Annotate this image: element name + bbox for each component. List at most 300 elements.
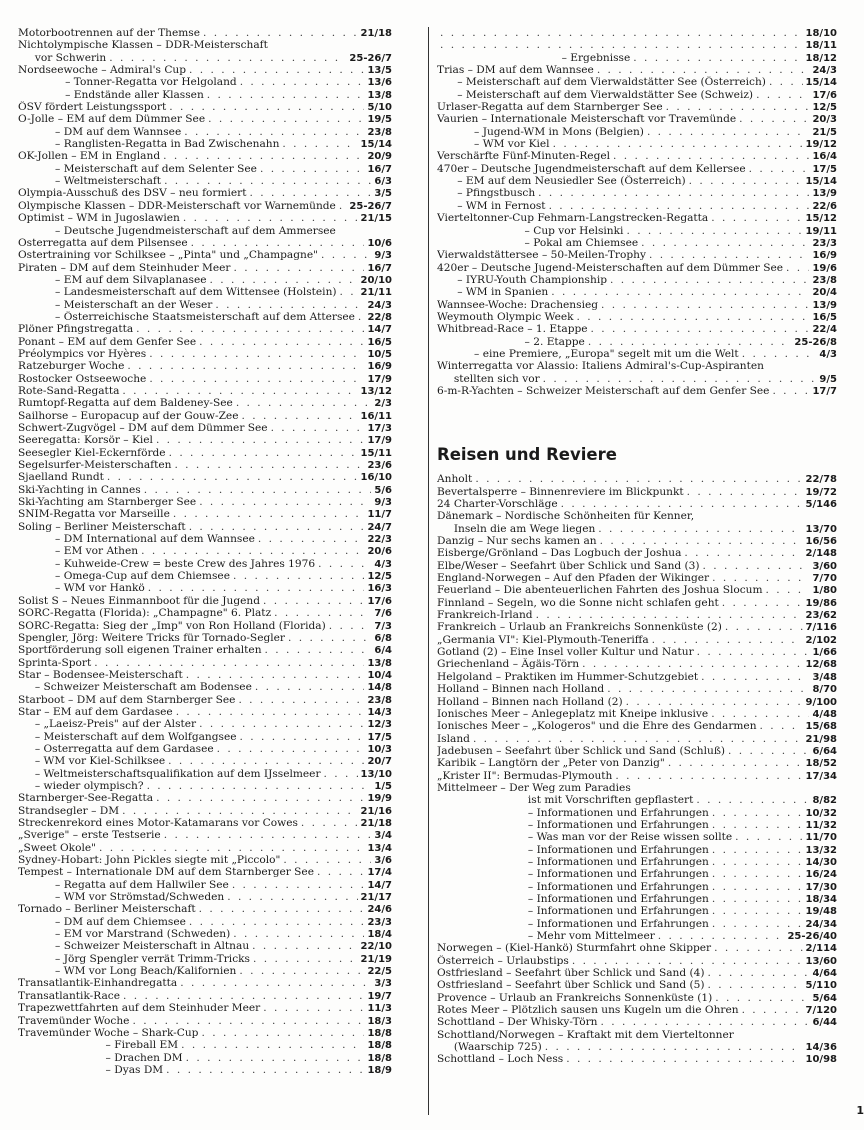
- entry-reference: 18/3: [367, 1015, 392, 1027]
- entry-title: Tornado – Berliner Meisterschaft: [18, 903, 196, 916]
- leader-dots: [180, 977, 371, 989]
- index-entry: [437, 348, 837, 360]
- leader-dots: [538, 187, 809, 199]
- entry-reference: 19/11: [805, 225, 837, 237]
- entry-title: Sportförderung soll eigenen Trainer erhalten: [18, 644, 262, 657]
- entry-reference: 17/6: [812, 89, 837, 101]
- leader-dots: [572, 955, 803, 967]
- entry-title: – Informationen und Erfahrungen: [437, 855, 709, 868]
- entry-reference: 13/12: [360, 385, 392, 397]
- entry-reference: 17/9: [367, 435, 392, 447]
- entry-title: „Germania VI": Kiel-Plymouth-Teneriffa: [437, 633, 649, 646]
- leader-dots: [147, 780, 372, 792]
- index-entry: [18, 200, 392, 212]
- leader-dots: [712, 905, 803, 917]
- index-entry: [18, 360, 392, 372]
- entry-reference: 5/10: [367, 102, 392, 114]
- index-entry: [437, 770, 837, 782]
- entry-reference: 13/5: [367, 65, 392, 77]
- entry-title: – WM vor Hankö: [18, 582, 145, 595]
- index-entry: [18, 879, 392, 891]
- entry-title: Piraten – DM auf dem Steinhuder Meer: [18, 261, 231, 274]
- entry-title: Ski-Yachting am Starnberger See: [18, 496, 197, 509]
- entry-reference: 5/146: [805, 499, 837, 510]
- entry-title: – Omega-Cup auf dem Chiemsee: [18, 570, 230, 583]
- entry-title: Wannsee-Woche: Drachensieg: [437, 298, 599, 311]
- leader-dots: [163, 150, 364, 162]
- entry-title: Bevertalsperre – Binnenreviere im Blickpunkt: [437, 485, 684, 498]
- entry-title: – Informationen und Erfahrungen: [437, 818, 709, 831]
- index-entry: [18, 348, 392, 360]
- index-entry: [18, 632, 392, 644]
- index-entry: [437, 101, 837, 113]
- entry-reference: 17/4: [367, 867, 392, 879]
- entry-reference: 3/5: [374, 188, 392, 200]
- leader-dots: [475, 473, 802, 485]
- leader-dots: [274, 607, 371, 619]
- entry-title: Vierwaldstättersee – 50-Meilen-Trophy: [437, 249, 646, 262]
- entry-title: – Tonner-Regatta vor Helgoland: [18, 76, 237, 89]
- leader-dots: [176, 706, 365, 718]
- leader-dots: [99, 842, 364, 854]
- leader-dots: [358, 311, 365, 323]
- leader-dots: [722, 597, 803, 609]
- index-entry: [437, 831, 837, 843]
- column-divider: [428, 27, 429, 1115]
- index-entry: [18, 496, 392, 508]
- index-entry: [437, 658, 837, 670]
- entry-reference: 11/32: [805, 819, 837, 831]
- index-entry: [18, 681, 392, 693]
- leader-dots: [652, 634, 803, 646]
- entry-title: 470er – Deutsche Jugendmeisterschaft auf dem Kellersee: [437, 162, 746, 175]
- leader-dots: [615, 770, 802, 782]
- index-entry: [437, 597, 837, 609]
- leader-dots: [697, 646, 810, 658]
- entry-title: Transatlantik-Race: [18, 989, 121, 1002]
- entry-title: Karibik – Langtörn der „Peter von Danzig": [437, 757, 665, 770]
- index-entry: [437, 523, 837, 535]
- index-entry: [18, 755, 392, 767]
- index-entry: [18, 385, 392, 397]
- leader-dots: [601, 299, 809, 311]
- section-heading: Reisen und Reviere: [437, 445, 617, 465]
- index-entry: [18, 1027, 392, 1039]
- entry-title: – 2. Etappe: [437, 335, 585, 348]
- leader-dots: [340, 286, 358, 298]
- index-entry: [437, 819, 837, 831]
- entry-title: – Pfingstbusch: [437, 187, 536, 200]
- index-entry: [18, 990, 392, 1002]
- index-entry: [18, 373, 392, 385]
- leader-dots: [318, 558, 371, 570]
- entry-reference: 7/6: [374, 608, 392, 620]
- entry-reference: 17/3: [367, 423, 392, 434]
- index-entry: [437, 187, 837, 199]
- index-entry: [437, 979, 837, 991]
- entry-reference: 24/6: [367, 904, 392, 916]
- index-entry: [18, 768, 392, 780]
- entry-reference: 25-26/8: [794, 336, 837, 348]
- entry-title: – Osterregatta auf dem Gardasee: [18, 742, 214, 755]
- entry-title: Osterregatta auf dem Pilsensee: [18, 236, 188, 249]
- leader-dots: [591, 323, 810, 335]
- entry-title: Ionisches Meer – Anlegeplatz mit Kneipe inklusive: [437, 707, 709, 720]
- entry-reference: 21/16: [360, 805, 392, 817]
- index-entry: [18, 1002, 392, 1014]
- index-entry: [437, 27, 837, 39]
- index-entry: [437, 967, 837, 979]
- entry-reference: 21/98: [805, 733, 837, 745]
- entry-title: – WM in Spanien: [437, 286, 549, 299]
- entry-reference: 18/8: [367, 1027, 392, 1039]
- leader-dots: [339, 200, 347, 212]
- index-entry: [437, 323, 837, 335]
- leader-dots: [233, 570, 365, 582]
- entry-reference: 13/9: [812, 188, 837, 200]
- entry-title: – Meisterschaft auf dem Wolfgangsee: [18, 730, 237, 743]
- leader-dots: [582, 658, 802, 670]
- leader-dots: [324, 768, 358, 780]
- entry-reference: 24/7: [367, 521, 392, 533]
- leader-dots: [189, 916, 365, 928]
- entry-title: – EM auf dem Neusiedler See (Österreich): [437, 175, 686, 188]
- entry-reference: 23/8: [812, 274, 837, 286]
- entry-reference: 13/8: [367, 657, 392, 669]
- entry-title: – Jugend-WM in Mons (Belgien): [437, 125, 644, 138]
- leader-dots: [164, 829, 372, 841]
- leader-dots: [712, 893, 803, 905]
- entry-reference: 9/5: [819, 373, 837, 385]
- entry-title: Inseln die am Wege liegen: [437, 522, 596, 535]
- leader-dots: [240, 76, 365, 88]
- index-entry: [437, 942, 837, 954]
- entry-reference: 3/3: [374, 978, 392, 990]
- leader-dots: [207, 89, 365, 101]
- index-entry: [18, 434, 392, 446]
- leader-dots: [597, 64, 810, 76]
- index-entry: [18, 52, 392, 64]
- leader-dots: [109, 52, 346, 64]
- index-entry: [437, 39, 837, 51]
- leader-dots: [173, 508, 365, 520]
- entry-title: Ratzeburger Woche: [18, 360, 125, 373]
- index-entry: [18, 780, 392, 792]
- entry-reference: 19/6: [812, 262, 837, 274]
- entry-title: Strandsegler – DM: [18, 804, 120, 817]
- entry-title: Sydney-Hobart: John Pickles siegte mit „Piccolo": [18, 854, 281, 867]
- leader-dots: [712, 572, 809, 584]
- entry-reference: 12/5: [367, 571, 392, 583]
- index-entry: [437, 510, 837, 522]
- leader-dots: [712, 856, 803, 868]
- leader-dots: [749, 163, 810, 175]
- entry-title: ÖSV fördert Leistungssport: [18, 101, 167, 114]
- leader-dots: [714, 942, 802, 954]
- leader-dots: [703, 560, 810, 572]
- entry-title: O-Jolle – EM auf dem Dümmer See: [18, 113, 206, 126]
- leader-dots: [689, 175, 803, 187]
- entry-reference: 15/11: [360, 447, 392, 459]
- entry-title: Verschärfte Fünf-Minuten-Regel: [437, 150, 611, 163]
- leader-dots: [253, 953, 358, 965]
- index-entry: [437, 547, 837, 559]
- index-entry: [18, 274, 392, 286]
- index-entry: [18, 607, 392, 619]
- entry-title: – EM vor Athen: [18, 545, 139, 558]
- entry-title: SORC-Regatta (Florida): „Champagne" 6. Platz: [18, 607, 272, 620]
- index-entry: [437, 336, 837, 348]
- index-entry: [18, 163, 392, 175]
- index-entry: [437, 262, 837, 274]
- index-entry: [437, 225, 837, 237]
- index-entry: [437, 237, 837, 249]
- index-entry: [18, 422, 392, 434]
- entry-reference: 18/52: [805, 758, 837, 770]
- index-entry: [18, 336, 392, 348]
- entry-reference: 16/7: [367, 262, 392, 274]
- index-entry: [18, 891, 392, 903]
- index-entry: [18, 805, 392, 817]
- entry-reference: 16/11: [360, 410, 392, 422]
- entry-reference: 12/5: [812, 102, 837, 114]
- entry-reference: 16/9: [367, 361, 392, 373]
- entry-reference: 7/3: [374, 620, 392, 632]
- leader-dots: [132, 1015, 364, 1027]
- entry-reference: 19/5: [367, 114, 392, 126]
- entry-reference: 2/114: [805, 943, 837, 955]
- entry-title: – WM vor Kiel-Schilksee: [18, 755, 166, 768]
- entry-reference: 3/4: [374, 830, 392, 842]
- index-entry: [437, 794, 837, 806]
- entry-title: Norwegen – (Kiel-Hankö) Sturmfahrt ohne Skipper: [437, 942, 712, 955]
- index-entry: [18, 113, 392, 125]
- entry-reference: 10/3: [367, 743, 392, 755]
- entry-reference: 21/17: [360, 892, 392, 904]
- entry-title: Schwert-Zugvögel – DM auf dem Dümmer See: [18, 422, 268, 434]
- entry-reference: 13/4: [367, 842, 392, 854]
- leader-dots: [122, 805, 357, 817]
- leader-dots: [666, 101, 810, 113]
- leader-dots: [233, 928, 364, 940]
- leader-dots: [715, 992, 809, 1004]
- leader-dots: [208, 113, 364, 125]
- index-entry: [18, 669, 392, 681]
- entry-title: Seeregatta: Korsör – Kiel: [18, 434, 153, 447]
- index-entry: [437, 299, 837, 311]
- index-entry: [18, 175, 392, 187]
- entry-title: „Sweet Okole": [18, 841, 96, 854]
- leader-dots: [217, 743, 365, 755]
- entry-reference: 16/56: [805, 536, 837, 548]
- leader-dots: [241, 410, 357, 422]
- index-entry: [437, 572, 837, 584]
- entry-reference: 22/8: [367, 311, 392, 323]
- entry-reference: 20/3: [812, 114, 837, 126]
- entry-reference: 10/4: [367, 669, 392, 681]
- leader-dots: [588, 336, 792, 348]
- index-entry: [437, 360, 837, 372]
- entry-reference: 19/86: [805, 597, 837, 609]
- index-entry: [437, 905, 837, 917]
- entry-title: Dänemark – Nordische Schönheiten für Kenner,: [437, 510, 695, 523]
- index-entry: [18, 249, 392, 261]
- entry-title: – Informationen und Erfahrungen: [437, 893, 709, 905]
- entry-title: – Weltmeisterschaft: [18, 175, 162, 188]
- leader-dots: [258, 533, 365, 545]
- entry-title: (Waarschip 725): [437, 1041, 542, 1054]
- leader-dots: [613, 150, 809, 162]
- leader-dots: [711, 708, 809, 720]
- entry-reference: 24/34: [805, 918, 837, 930]
- entry-reference: 20/10: [360, 274, 392, 286]
- index-entry: [18, 150, 392, 162]
- leader-dots: [649, 249, 810, 261]
- leader-dots: [164, 175, 371, 187]
- entry-reference: 16/5: [812, 311, 837, 323]
- leader-dots: [711, 212, 802, 224]
- entry-reference: 13/10: [360, 768, 392, 780]
- index-entry: [437, 373, 837, 385]
- entry-title: vor Schwerin: [18, 51, 107, 64]
- entry-reference: 10/32: [805, 807, 837, 819]
- leader-dots: [742, 1004, 803, 1016]
- entry-reference: 1/80: [812, 585, 837, 597]
- index-entry: [437, 1041, 837, 1053]
- entry-reference: 4/48: [812, 708, 837, 720]
- entry-title: Motorbootrennen auf der Themse: [18, 27, 200, 39]
- entry-title: „Krister II": Bermudas-Plymouth: [437, 769, 613, 782]
- entry-title: – Informationen und Erfahrungen: [437, 880, 709, 893]
- entry-reference: 14/3: [367, 706, 392, 718]
- entry-reference: 5/110: [805, 980, 837, 992]
- entry-reference: 16/5: [367, 336, 392, 348]
- leader-dots: [601, 1016, 810, 1028]
- index-column-right: [437, 27, 837, 1066]
- entry-reference: 20/4: [812, 287, 837, 299]
- leader-dots: [708, 979, 803, 991]
- index-entry: [18, 694, 392, 706]
- entry-reference: 22/3: [367, 534, 392, 546]
- leader-dots: [183, 212, 358, 224]
- leader-dots: [136, 323, 364, 335]
- entry-title: Vaurien – Internationale Meisterschaft vor Travemünde: [437, 113, 737, 126]
- entry-reference: 20/7: [367, 756, 392, 768]
- leader-dots: [107, 471, 358, 483]
- entry-title: Feuerland – Die abenteuerlichen Fahrten des Joshua Slocum: [437, 584, 763, 597]
- index-entry: [437, 868, 837, 880]
- entry-reference: 23/3: [812, 237, 837, 249]
- entry-reference: 14/8: [367, 682, 392, 694]
- leader-dots: [169, 101, 364, 113]
- entry-reference: 13/70: [805, 523, 837, 535]
- entry-title: – EM vor Marstrand (Schweden): [18, 928, 231, 941]
- leader-dots: [684, 547, 802, 559]
- leader-dots: [566, 1053, 802, 1065]
- index-entry: [18, 582, 392, 594]
- index-entry: [437, 286, 837, 298]
- index-entry: [437, 249, 837, 261]
- leader-dots: [199, 718, 364, 730]
- entry-reference: 16/24: [805, 869, 837, 881]
- leader-dots: [536, 609, 803, 621]
- entry-reference: 18/9: [367, 1064, 392, 1076]
- index-entry: [18, 76, 392, 88]
- entry-reference: 24/3: [367, 299, 392, 311]
- entry-title: Starnberger-See-Regatta: [18, 792, 154, 805]
- index-entry: [18, 225, 392, 237]
- entry-reference: 24/3: [812, 65, 837, 77]
- entry-reference: 18/4: [367, 929, 392, 941]
- entry-reference: 3/60: [812, 560, 837, 572]
- entry-title: Sprinta-Sport: [18, 656, 92, 669]
- index-entry: [18, 570, 392, 582]
- index-entry: [18, 237, 392, 249]
- index-entry: [18, 410, 392, 422]
- index-entry: [437, 881, 837, 893]
- index-entry: [437, 212, 837, 224]
- entry-title: Schottland – Der Whisky-Törn: [437, 1016, 598, 1029]
- entry-reference: 9/3: [374, 250, 392, 262]
- entry-title: – Informationen und Erfahrungen: [437, 868, 709, 881]
- entry-title: Ski-Yachting in Cannes: [18, 483, 141, 496]
- entry-title: – Schweizer Meisterschaft am Bodensee: [18, 681, 252, 694]
- entry-title: – DM auf dem Wannsee: [18, 125, 182, 138]
- index-entry: [437, 138, 837, 150]
- entry-title: Schottland/Norwegen – Kraftakt mit dem Vierteltonner: [437, 1028, 734, 1041]
- entry-title: – Meisterschaft auf dem Vierwaldstätter See (Österreich): [437, 76, 766, 89]
- entry-title: Island: [437, 732, 470, 745]
- index-entry: [18, 940, 392, 952]
- entry-title: Ostfriesland – Seefahrt über Schlick und Sand (4): [437, 967, 705, 980]
- entry-reference: 13/60: [805, 955, 837, 967]
- leader-dots: [769, 76, 803, 88]
- entry-reference: 12/3: [367, 719, 392, 731]
- leader-dots: [577, 311, 810, 323]
- entry-title: – Meisterschaft an der Weser: [18, 298, 213, 311]
- entry-title: Rotes Meer – Plötzlich sausen uns Kugeln um die Ohren: [437, 1004, 739, 1017]
- leader-dots: [742, 348, 817, 360]
- index-entry: [18, 817, 392, 829]
- entry-title: – Informationen und Erfahrungen: [437, 806, 709, 819]
- index-entry: [18, 1039, 392, 1051]
- index-entry: [437, 609, 837, 621]
- entry-title: Trias – DM auf dem Wannsee: [437, 64, 594, 77]
- entry-title: Danzig – Nur sechs kamen an: [437, 535, 597, 548]
- index-entry: [437, 708, 837, 720]
- leader-dots: [600, 535, 803, 547]
- leader-dots: [658, 930, 785, 942]
- leader-dots: [739, 113, 809, 125]
- leader-dots: [236, 397, 372, 409]
- entry-reference: 25-26/40: [787, 931, 837, 943]
- index-entry: [18, 718, 392, 730]
- entry-title: Trapezwettfahrten auf dem Steinhuder Meer: [18, 1002, 261, 1015]
- index-entry: [437, 782, 837, 794]
- entry-title: Streckenrekord eines Motor-Katamarans vor Cowes: [18, 817, 298, 829]
- entry-reference: 13/8: [367, 89, 392, 101]
- entry-title: Olympische Klassen – DDR-Meisterschaft vor Warnemünde: [18, 199, 336, 212]
- index-entry: [18, 89, 392, 101]
- entry-title: Star – EM auf dem Gardasee: [18, 705, 173, 718]
- index-entry: [437, 560, 837, 572]
- entry-title: Schottland – Loch Ness: [437, 1053, 564, 1066]
- entry-reference: 7/120: [805, 1005, 837, 1017]
- entry-title: – Weltmeisterschaftsqualifikation auf dem IJsselmeer: [18, 767, 321, 780]
- entry-title: Weymouth Olympic Week: [437, 310, 574, 323]
- entry-title: – Endstände aller Klassen: [18, 88, 204, 101]
- index-entry: [437, 126, 837, 138]
